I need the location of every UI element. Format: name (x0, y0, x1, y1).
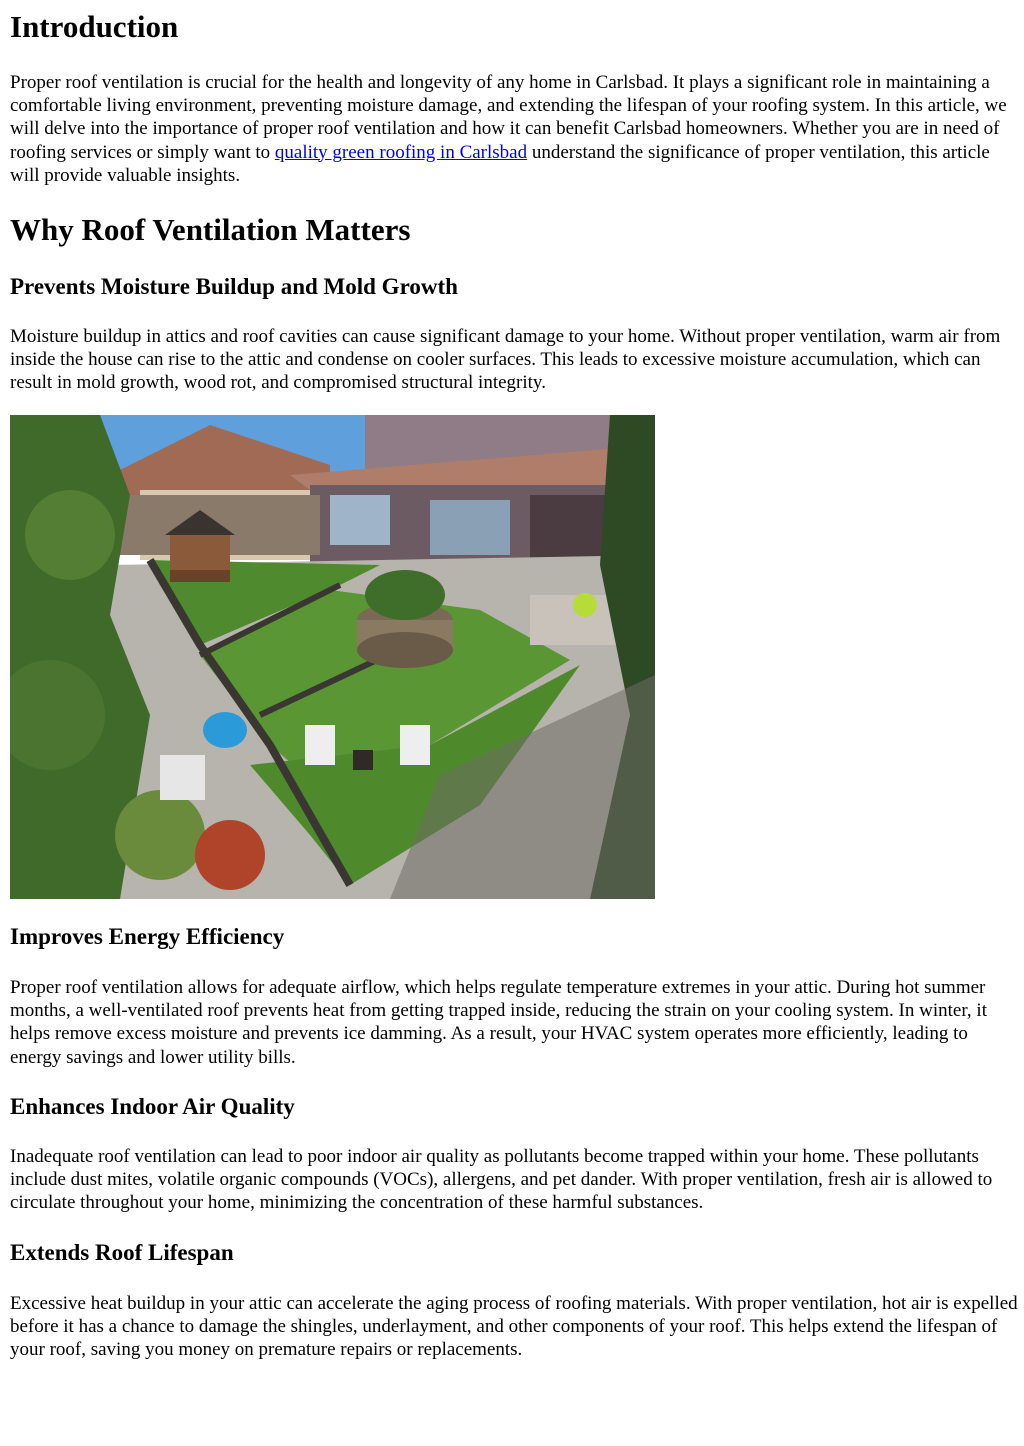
air-quality-paragraph: Inadequate roof ventilation can lead to poor indoor air quality as pollutants become trapped within your home. These pollutants include dust mites, volatile organic compounds (VOCs), allergens, and pet dander. With proper ventilation, fresh air is allowed to circulate throughout your home, minimizing the concentration of these harmful substances. (10, 1146, 993, 1214)
moisture-paragraph: Moisture buildup in attics and roof cavities can cause significant damage to your home. Without proper ventilation, warm air from inside the house can rise to the attic and condense on cooler surfaces. This leads to excessive moisture accumulation, which can result in mold growth, wood rot, and compromised structural integrity. (10, 326, 1001, 394)
green-roofing-link[interactable]: quality green roofing in Carlsbad (274, 141, 528, 163)
lifespan-paragraph: Excessive heat buildup in your attic can accelerate the aging process of roofing materials. With proper ventilation, hot air is expelled before it has a chance to damage the shingles, underlayment, and other components of your roof. This helps extend the lifespan of your roof, saving you money on premature repairs or replacements. (10, 1293, 1018, 1361)
energy-heading: Improves Energy Efficiency (10, 924, 285, 949)
backyard-garden-photo (10, 415, 655, 899)
intro-heading: Introduction (10, 9, 179, 44)
intro-paragraph (10, 71, 1018, 187)
intro-text-after-link: understand the significance of proper ventilation, this article will provide valuable insights. (10, 141, 990, 186)
intro-text-before-link: Proper roof ventilation is crucial for the health and longevity of any home in Carlsbad. It plays a significant role in maintaining a comfortable living environment, preventing moisture damage, and extending the lifespan of your roofing system. In this article, we will delve into the importance of proper roof ventilation and how it can benefit Carlsbad homeowners. Whether you are in need of roofing services or simply want to (10, 72, 1007, 163)
lifespan-heading: Extends Roof Lifespan (10, 1240, 234, 1265)
moisture-heading: Prevents Moisture Buildup and Mold Growth (10, 274, 458, 299)
air-quality-heading: Enhances Indoor Air Quality (10, 1094, 295, 1119)
why-heading: Why Roof Ventilation Matters (10, 212, 411, 247)
energy-paragraph: Proper roof ventilation allows for adequate airflow, which helps regulate temperature extremes in your attic. During hot summer months, a well-ventilated roof prevents heat from getting trapped inside, reducing the strain on your cooling system. In winter, it helps remove excess moisture and prevents ice damming. As a result, your HVAC system operates more efficiently, leading to energy savings and lower utility bills. (10, 977, 987, 1068)
